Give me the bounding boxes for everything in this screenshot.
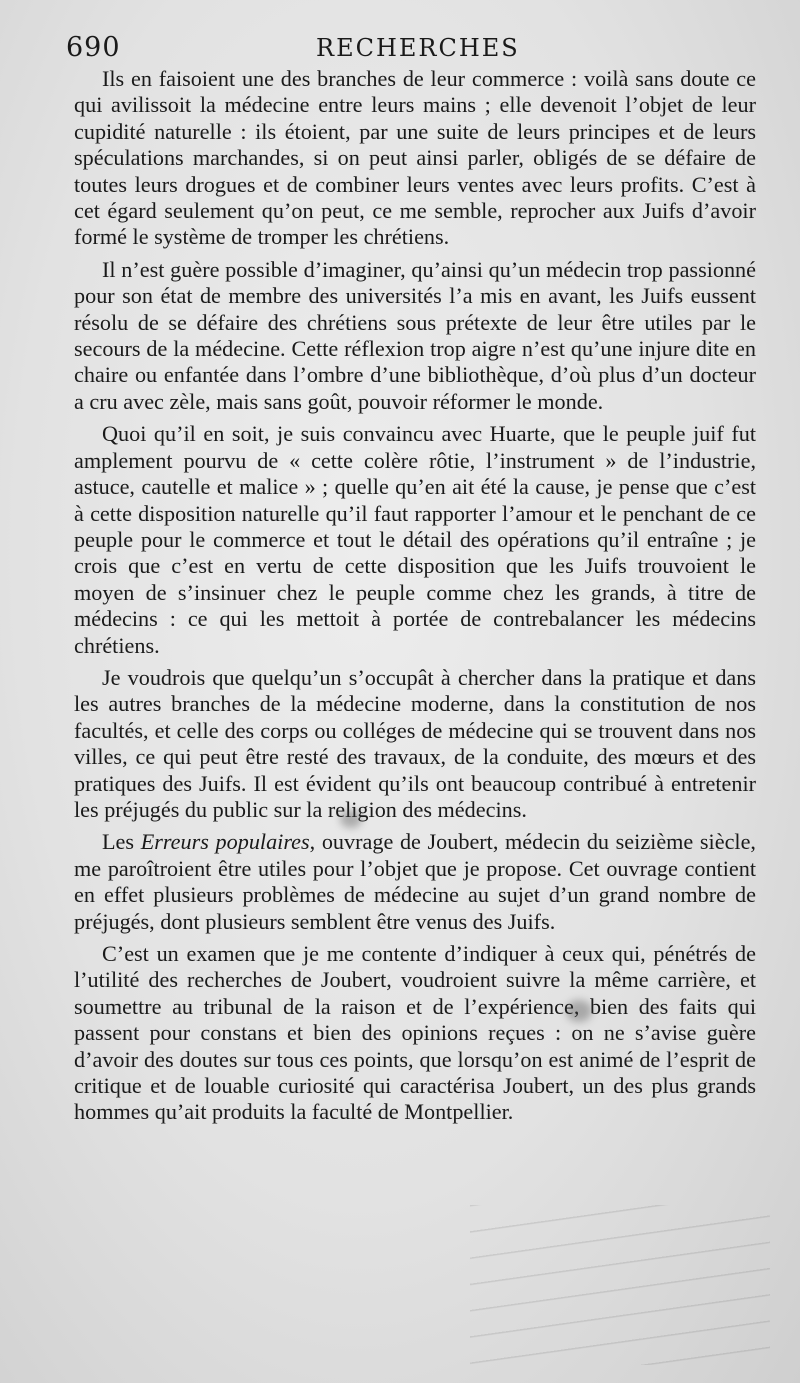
running-head: RECHERCHES (316, 34, 520, 62)
body-text (74, 66, 756, 1126)
paragraph (74, 665, 756, 823)
text-run: , ouvrage de Joubert, médecin du seizième siècle, me paroîtroient être utiles pour l’objet que je propose. Cet ouvrage contient en effet plusieurs problèmes de médecine au sujet d’un grand nombre de préjugés, dont plusieurs semblent être venus des Juifs. (74, 829, 756, 934)
paragraph (74, 941, 756, 1126)
text-run: C’est un examen que je me contente d’indiquer à ceux qui, pénétrés de l’utilité des recherches de Joubert, voudroient suivre la même carrière, et soumettre au tribunal de la raison et de l’expérience, bien des faits qui passent pour constans et bien des opinions reçues : on ne s’avise guère d’avoir des doutes sur tous ces points, que lorsqu’on est animé de l’esprit de critique et de louable curiosité qui caractérisa Joubert, un des plus grands hommes qu’ait produits la faculté de Montpellier. (74, 941, 756, 1125)
paragraph (74, 257, 756, 415)
paragraph (74, 421, 756, 659)
paragraph (74, 829, 756, 935)
ink-smudge (340, 810, 362, 828)
text-run: Ils en faisoient une des branches de leur commerce : voilà sans doute ce qui avilissoit la médecine entre leurs mains ; elle devenoit l’objet de leur cupidité naturelle : ils étoient, par une suite de leurs principes et de leurs spéculations marchandes, si on peut ainsi parler, obligés de se défaire de toutes leurs drogues et de combiner leurs ventes avec leurs profits. C’est à cet égard seulement qu’on peut, ce me semble, reprocher aux Juifs d’avoir formé le système de tromper les chrétiens. (74, 66, 756, 250)
ink-smudge (566, 1000, 592, 1022)
show-through (470, 1205, 770, 1365)
text-run: Il n’est guère possible d’imaginer, qu’ainsi qu’un médecin trop passionné pour son état de membre des universités l’a mis en avant, les Juifs eussent résolu de se défaire des chrétiens sous prétexte de leur être utiles par le secours de la médecine. Cette réflexion trop aigre n’est qu’une injure dite en chaire ou enfantée dans l’ombre d’une bibliothèque, d’où plus d’un docteur a cru avec zèle, mais sans goût, pouvoir réformer le monde. (74, 256, 756, 414)
page-number: 690 (66, 32, 121, 63)
italic-title: Erreurs populaires (140, 829, 310, 855)
text-run: Quoi qu’il en soit, je suis convaincu avec Huarte, que le peuple juif fut amplement pourvu de « cette colère rôtie, l’instrument » de l’industrie, astuce, cautelle et malice » ; quelle qu’en ait été la cause, je pense que c’est à cette disposition naturelle qu’il faut rapporter l’amour et le penchant de ce peuple pour le commerce et tout le détail des opérations qu’il entraîne ; je crois que c’est en vertu de cette disposition que les Juifs trouvoient le moyen de s’insinuer chez le peuple comme chez les grands, à titre de médecins : ce qui les mettoit à portée de contrebalancer les médecins chrétiens. (74, 421, 756, 658)
text-run: Je voudrois que quelqu’un s’occupât à chercher dans la pratique et dans les autres branches de la médecine moderne, dans la constitution de nos facultés, et celle des corps ou colléges de médecine qui se trouvent dans nos villes, ce qui peut être resté des travaux, de la conduite, des mœurs et des pratiques des Juifs. Il est évident qu’ils ont beaucoup contribué à entretenir les préjugés du public sur la religion des médecins. (74, 664, 756, 822)
text-run: Les (102, 829, 141, 855)
paragraph (74, 66, 756, 251)
page-header (66, 28, 756, 68)
